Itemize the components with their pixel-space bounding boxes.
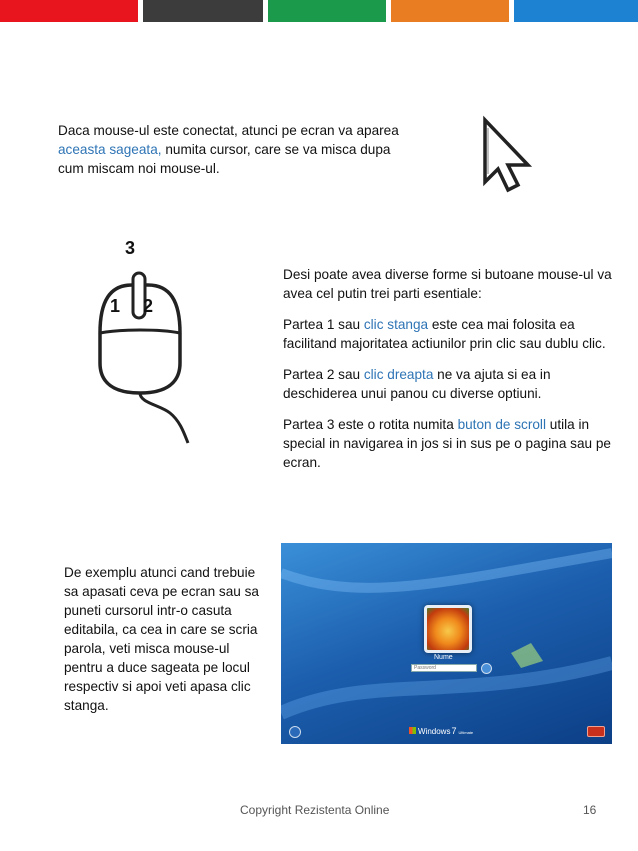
part-1-before: Partea 1 sau [283,317,364,332]
part-2-highlight: clic dreapta [363,367,434,382]
brand-version: 7 [451,726,457,736]
part-1-highlight: clic stanga [363,317,429,332]
intro-text-after: numita cursor, care se va misca dupa cum miscam noi mouse-ul. [58,142,391,176]
part-2-paragraph [283,365,613,403]
mouse-label-3: 3 [125,238,136,258]
part-3-paragraph [283,415,613,472]
ease-of-access-icon[interactable] [289,726,301,738]
part-1-after: este cea mai folosita ea facilitand majoritatea actiunilor prin clic sau dublu clic. [283,317,606,351]
mouse-label-2: 2 [143,296,154,316]
part-2-before: Partea 2 sau [283,367,364,382]
part-3-highlight: buton de scroll [457,417,546,432]
brand-edition: Ultimate [458,730,474,735]
user-name: Nume [434,654,453,661]
parts-description [283,265,613,484]
footer-copyright: Copyright Rezistenta Online [240,803,390,817]
windows-logo-icon [409,727,416,734]
page-number: 16 [583,803,597,817]
mouse-diagram-icon [80,233,200,448]
intro-text-before: Daca mouse-ul este conectat, atunci pe ecran va aparea [58,123,399,138]
part-1-paragraph [283,315,613,353]
intro-highlight: aceasta sageata, [58,142,162,157]
example-paragraph: De exemplu atunci cand trebuie sa apasati ceva pe ecran sau sa puneti cursorul intr-o casuta editabila, ca cea in care se scria parola, veti misca mouse-ul pentru a duce sageata pe locul respectiv si apoi veti apasa clic stanga. [64,565,259,713]
stripe-dark [143,0,263,22]
windows-login-screenshot [281,543,612,744]
stripe-orange [391,0,509,22]
shutdown-button[interactable] [587,726,605,737]
stripe-red [0,0,138,22]
user-avatar [424,605,472,653]
windows-brand [409,726,473,736]
mouse-diagram [80,233,200,448]
stripe-blue [514,0,638,22]
stripe-green [268,0,386,22]
password-field[interactable] [411,664,477,672]
part-3-before: Partea 3 este o rotita numita [283,417,458,432]
part-2-after: ne va ajuta si ea in deschiderea unui panou cu diverse optiuni. [283,367,551,401]
intro-paragraph [58,121,403,178]
login-arrow-button[interactable] [481,663,492,674]
brand-text: Windows [418,727,451,736]
arrow-cursor-icon [478,114,538,194]
parts-lead: Desi poate avea diverse forme si butoane mouse-ul va avea cel putin trei parti esentiale: [283,267,612,301]
part-3-after: utila in special in navigarea in jos si in sus pe o pagina sau pe ecran. [283,417,611,470]
mouse-label-1: 1 [110,296,121,316]
